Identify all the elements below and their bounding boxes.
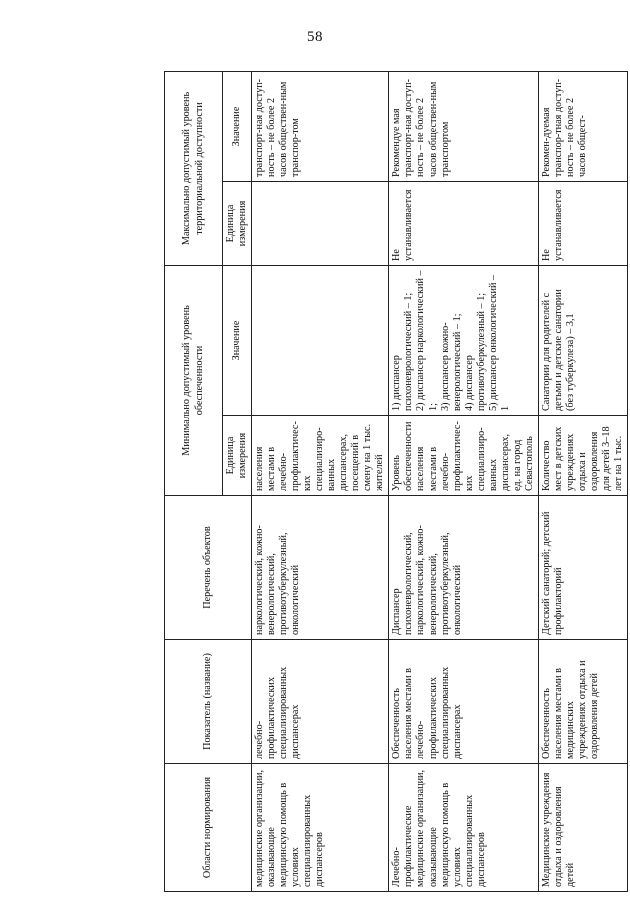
cell-max-value: транспорт-ная доступ-ность – не более 2 часов обществен-ным транспор-том [252, 71, 389, 181]
header-objects: Перечень объектов [165, 496, 252, 640]
header-max-value: Значение [223, 71, 252, 181]
cell-indicator: Обеспеченность населения местами в лечебно-профилактических специализированных диспансерах [389, 640, 538, 764]
cell-area: Медицинские учреждения отдыха и оздоровления детей [538, 764, 627, 892]
cell-min-unit: Уровень обеспеченности населения местами в лечебно-профилактичес-ких специализиро-ванных диспансерах, ед. на город Севастополь [389, 416, 538, 496]
header-min-value: Значение [223, 265, 252, 415]
cell-min-unit: Количество мест в детских учреждениях отдыха и оздоровления для детей 3–18 лет на 1 тыс. [538, 416, 627, 496]
cell-objects: наркологический, кожно-венерологический, противотуберкулезный, онкологический [252, 496, 389, 640]
cell-max-unit [252, 181, 389, 265]
header-areas: Области нормирования [165, 764, 252, 892]
cell-objects: Диспансер психоневрологический, наркологический, кожно-венерологический, противотуберкулезный, онкологический [389, 496, 538, 640]
norms-table [164, 71, 628, 892]
cell-min-value: 1) диспансер психоневрологический – 1; 2) диспансер наркологический – 1; 3) диспансер кожно-венерологический – 1; 4) диспансер противотуберкулезный – 1; 5) диспансер онкологический – 1 [389, 265, 538, 415]
cell-area: Лечебно-профилактические медицинские организации, оказывающие медицинскую помощь в условиях специализированных диспансеров [389, 764, 538, 892]
cell-max-unit: Не устанавливается [538, 181, 627, 265]
table-row [538, 71, 627, 891]
cell-min-value: Санатории для родителей с детьми и детские санатории (без туберкулеза) – 3,1 [538, 265, 627, 415]
cell-min-value [252, 265, 389, 415]
header-indicator: Показатель (название) [165, 640, 252, 764]
cell-max-value: Рекомен-дуемая транспор-тная доступ-ность – не более 2 часов общест- [538, 71, 627, 181]
header-min-level: Минимально допустимый уровень обеспеченности [165, 265, 223, 495]
header-max-level: Максимально допустимый уровень территориальной доступности [165, 71, 223, 265]
cell-objects: Детский санаторий; детский профилакторий [538, 496, 627, 640]
cell-min-unit: населения местами в лечебно-профилактичес-ких специализиро-ванных диспансерах, посещений в смену на 1 тыс. жителей [252, 416, 389, 496]
table-row [252, 71, 389, 891]
cell-max-value: Рекомендуе мая транспорт-ная доступ-ность – не более 2 часов обществен-ным транспортом [389, 71, 538, 181]
cell-indicator: лечебно-профилактических специализированных диспансерах [252, 640, 389, 764]
header-max-unit: Единица измерения [223, 181, 252, 265]
header-min-unit: Единица измерения [223, 416, 252, 496]
table-wrapper [164, 72, 624, 892]
page-number: 58 [307, 29, 323, 45]
table-row [389, 71, 538, 891]
cell-area: медицинские организации, оказывающие медицинскую помощь в условиях специализированных диспансеров [252, 764, 389, 892]
cell-indicator: Обеспеченность населения местами в медицинских учреждениях отдыха и оздоровления детей [538, 640, 627, 764]
cell-max-unit: Не устанавливается [389, 181, 538, 265]
